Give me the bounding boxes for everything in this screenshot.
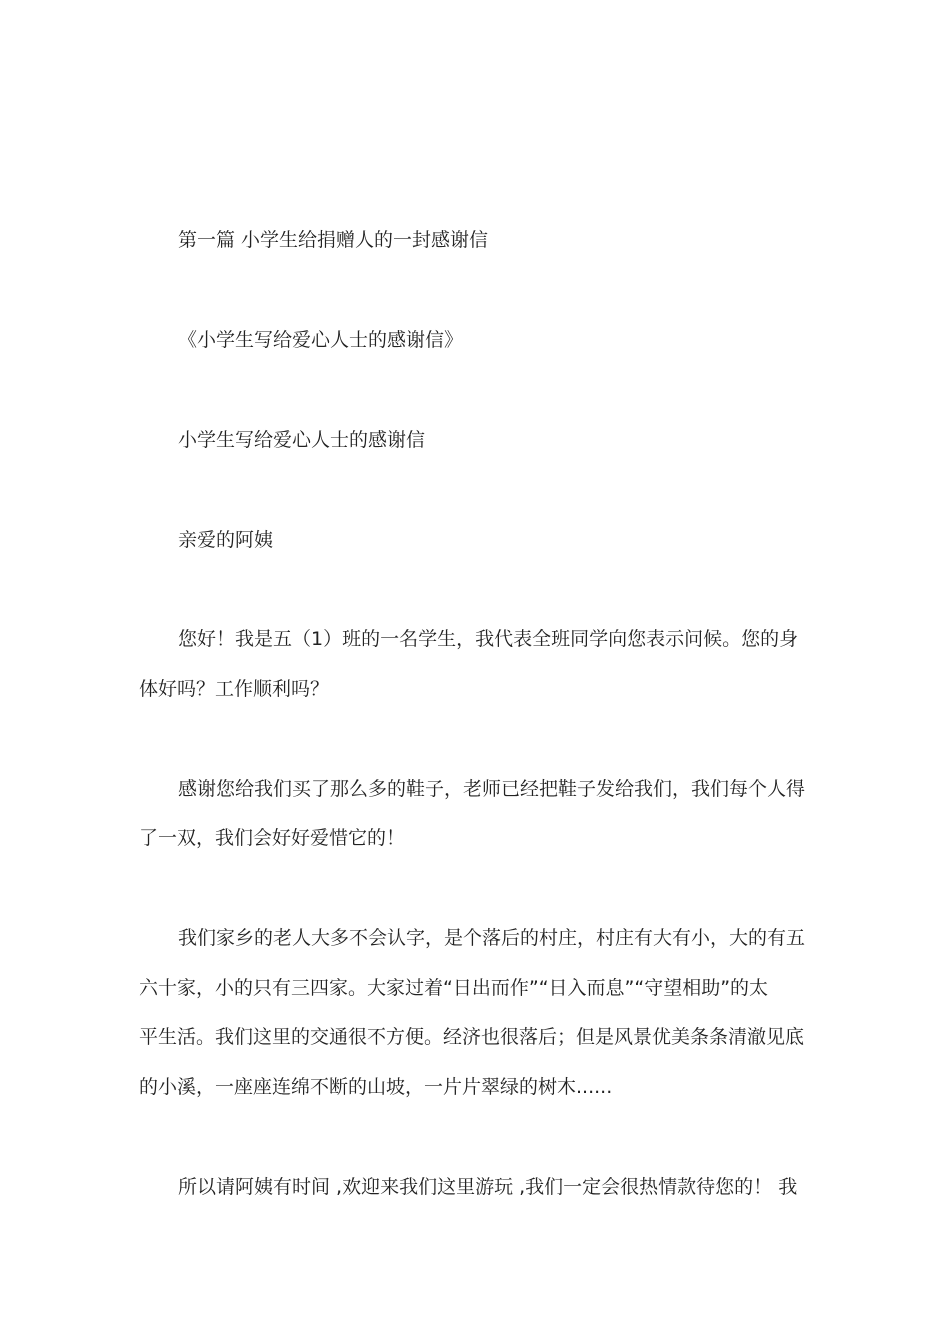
- paragraph-1-line-2: 体好吗？工作顺利吗？: [139, 678, 330, 700]
- letter-title: 小学生写给爱心人士的感谢信: [178, 429, 426, 451]
- book-title: 《小学生写给爱心人士的感谢信》: [178, 329, 464, 351]
- paragraph-3-line-2: 六十家，小的只有三四家。大家过着“日出而作”“日入而息”“守望相助”的太: [139, 977, 769, 999]
- document-heading: 第一篇 小学生给捐赠人的一封感谢信: [178, 229, 489, 251]
- salutation: 亲爱的阿姨: [178, 529, 274, 551]
- paragraph-3-line-4: 的小溪，一座座连绵不断的山坡，一片片翠绿的树木......: [139, 1076, 613, 1098]
- paragraph-1-line-1: 您好！我是五（1）班的一名学生，我代表全班同学向您表示问候。您的身: [178, 628, 799, 650]
- paragraph-3-line-3: 平生活。我们这里的交通很不方便。经济也很落后；但是风景优美条条清澈见底: [139, 1026, 805, 1048]
- paragraph-2-line-2: 了一双，我们会好好爱惜它的！: [139, 827, 406, 849]
- paragraph-3-line-1: 我们家乡的老人大多不会认字，是个落后的村庄，村庄有大有小，大的有五: [178, 927, 806, 949]
- paragraph-2-line-1: 感谢您给我们买了那么多的鞋子，老师已经把鞋子发给我们，我们每个人得: [178, 778, 806, 800]
- paragraph-4-line-1: 所以请阿姨有时间 ,欢迎来我们这里游玩 ,我们一定会很热情款待您的！ 我: [178, 1176, 798, 1198]
